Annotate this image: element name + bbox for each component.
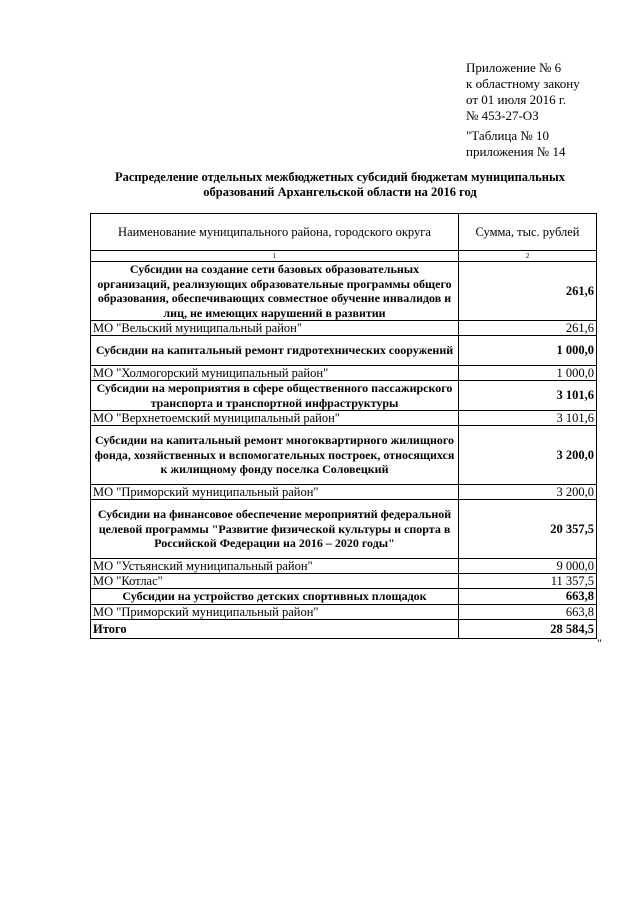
column-number-1: 1 [91, 251, 459, 262]
subsidy-table [90, 213, 597, 639]
closing-quote: " [597, 636, 602, 650]
municipality-amount: 11 357,5 [459, 574, 597, 589]
section-row [91, 500, 597, 559]
section-title: Субсидии на мероприятия в сфере общественного пассажирского транспорта и транспортной инфраструктуры [91, 381, 459, 411]
municipality-name: МО "Устьянский муниципальный район" [91, 559, 459, 574]
section-row [91, 336, 597, 366]
municipality-name: МО "Холмогорский муниципальный район" [91, 366, 459, 381]
municipality-name: МО "Верхнетоемский муниципальный район" [91, 411, 459, 426]
appendix-line-3: от 01 июля 2016 г. [466, 92, 566, 107]
total-label: Итого [91, 620, 459, 639]
section-title: Субсидии на устройство детских спортивных площадок [91, 589, 459, 605]
table-row [91, 605, 597, 620]
table-ref-line-1: "Таблица № 10 [466, 128, 550, 143]
section-total: 3 200,0 [459, 426, 597, 485]
document-title [90, 170, 590, 200]
appendix-line-1: Приложение № 6 [466, 60, 562, 75]
section-row [91, 381, 597, 411]
section-row [91, 589, 597, 605]
title-line-2: образований Архангельской области на 2016 год [203, 185, 477, 199]
municipality-amount: 3 101,6 [459, 411, 597, 426]
table-row [91, 574, 597, 589]
municipality-amount: 663,8 [459, 605, 597, 620]
municipality-amount: 261,6 [459, 321, 597, 336]
municipality-name: МО "Вельский муниципальный район" [91, 321, 459, 336]
column-number-2: 2 [459, 251, 597, 262]
section-total: 3 101,6 [459, 381, 597, 411]
table-row [91, 321, 597, 336]
section-total: 663,8 [459, 589, 597, 605]
table-row [91, 485, 597, 500]
municipality-amount: 3 200,0 [459, 485, 597, 500]
section-title: Субсидии на создание сети базовых образовательных организаций, реализующих образовательные программы общего образования, обеспечивающих совместное обучение инвалидов и лиц, не имеющих нарушений в развитии [91, 262, 459, 321]
section-total: 261,6 [459, 262, 597, 321]
section-title: Субсидии на капитальный ремонт многоквартирного жилищного фонда, хозяйственных и вспомогательных построек, относящихся к жилищному фонду поселка Соловецкий [91, 426, 459, 485]
appendix-block [466, 60, 580, 124]
municipality-name: МО "Приморский муниципальный район" [91, 485, 459, 500]
title-line-1: Распределение отдельных межбюджетных субсидий бюджетам муниципальных [115, 170, 565, 184]
appendix-line-4: № 453-27-ОЗ [466, 108, 539, 123]
section-row [91, 262, 597, 321]
section-title: Субсидии на финансовое обеспечение мероприятий федеральной целевой программы "Развитие физической культуры и спорта в Российской Федерации на 2016 – 2020 годы" [91, 500, 459, 559]
column-number-row [91, 251, 597, 262]
municipality-name: МО "Приморский муниципальный район" [91, 605, 459, 620]
section-total: 20 357,5 [459, 500, 597, 559]
municipality-name: МО "Котлас" [91, 574, 459, 589]
table-reference [466, 128, 565, 160]
total-row [91, 620, 597, 639]
section-total: 1 000,0 [459, 336, 597, 366]
table-row [91, 559, 597, 574]
table-header-row [91, 214, 597, 251]
table-ref-line-2: приложения № 14 [466, 144, 566, 159]
table-row [91, 366, 597, 381]
municipality-amount: 1 000,0 [459, 366, 597, 381]
section-row [91, 426, 597, 485]
header-sum: Сумма, тыс. рублей [459, 214, 597, 251]
header-name: Наименование муниципального района, городского округа [91, 214, 459, 251]
total-amount: 28 584,5 [459, 620, 597, 639]
appendix-line-2: к областному закону [466, 76, 580, 91]
section-title: Субсидии на капитальный ремонт гидротехнических сооружений [91, 336, 459, 366]
municipality-amount: 9 000,0 [459, 559, 597, 574]
table-row [91, 411, 597, 426]
